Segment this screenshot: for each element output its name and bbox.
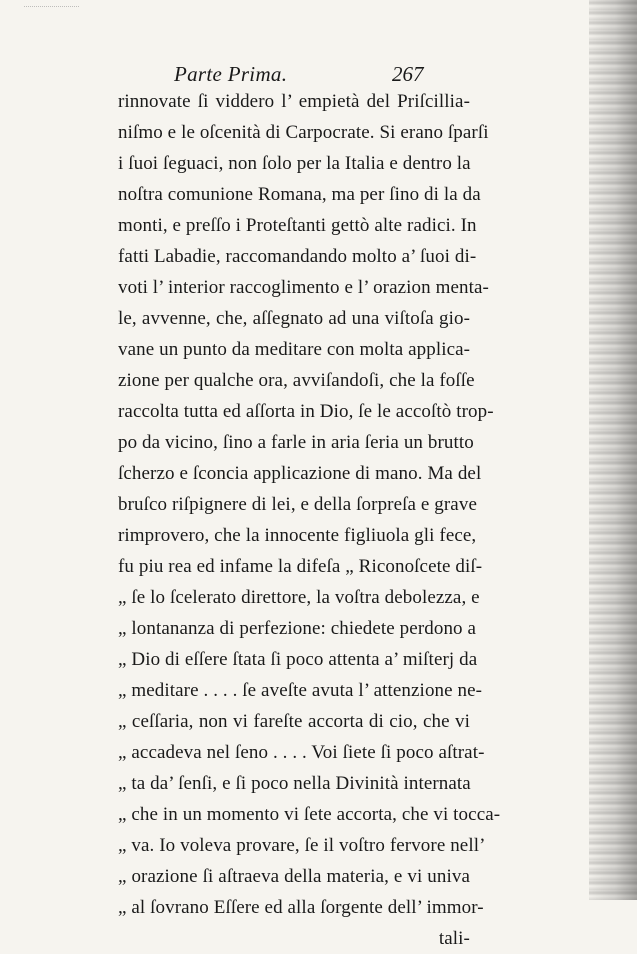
text-line: ſcherzo e ſconcia applicazione di mano. Ma del: [118, 463, 482, 484]
body-text: [118, 86, 501, 954]
text-line: „ va. Io voleva provare, ſe il voſtro fervore nell’: [118, 835, 486, 856]
running-title: Parte Prima.: [174, 62, 288, 86]
text-line: „ al ſovrano Eſſere ed alla ſorgente dell’ immor-: [118, 897, 484, 918]
text-line: „ accadeva nel ſeno . . . . Voi ſiete ſi poco aſtrat-: [118, 742, 485, 763]
text-line: zione per qualche ora, avviſandoſi, che la foſſe: [118, 370, 475, 391]
text-line: vane un punto da meditare con molta applica-: [118, 339, 471, 360]
text-line: le, avvenne, che, aſſegnato ad una viſtoſa gio-: [118, 308, 470, 329]
text-line: rinnovate ſi viddero l’ empietà del Priſcillia-: [118, 91, 470, 112]
text-line: „ ceſſaria, non vi fareſte accorta di cio, che vi: [118, 711, 470, 732]
text-line: „ orazione ſi aſtraeva della materia, e vi univa: [118, 866, 470, 887]
page-edge-shadow: [589, 0, 637, 900]
text-line: bruſco riſpignere di lei, e della ſorpreſa e grave: [118, 494, 477, 515]
text-line: fu piu rea ed infame la difeſa „ Riconoſcete diſ-: [118, 556, 483, 577]
text-line: „ Dio di eſſere ſtata ſi poco attenta a’ miſterj da: [118, 649, 478, 670]
text-line: rimprovero, che la innocente figliuola gli fece,: [118, 525, 477, 546]
text-line: „ lontananza di perfezione: chiedete perdono a: [118, 618, 477, 639]
text-line: raccolta tutta ed aſſorta in Dio, ſe le accoſtò trop-: [118, 401, 494, 422]
text-line: niſmo e le oſcenità di Carpocrate. Si erano ſparſi: [118, 122, 489, 143]
text-line: fatti Labadie, raccomandando molto a’ ſuoi di-: [118, 246, 477, 267]
text-line: „ ta da’ ſenſi, e ſi poco nella Divinità internata: [118, 773, 471, 794]
text-line: voti l’ interior raccoglimento e l’ orazion menta-: [118, 277, 489, 298]
text-line: i ſuoi ſeguaci, non ſolo per la Italia e dentro la: [118, 153, 471, 174]
text-line: monti, e preſſo i Proteſtanti gettò alte radici. In: [118, 215, 477, 236]
text-line: „ meditare . . . . ſe aveſte avuta l’ attenzione ne-: [118, 680, 483, 701]
page-number: 267: [392, 62, 424, 86]
text-line: po da vicino, ſino a farle in aria ſeria un brutto: [118, 432, 474, 453]
catchword: tali-: [438, 928, 470, 949]
text-line: „ ſe lo ſcelerato direttore, la voſtra debolezza, e: [118, 587, 480, 608]
text-line: noſtra comunione Romana, ma per ſino di la da: [118, 184, 481, 205]
text-line: „ che in un momento vi ſete accorta, che vi tocca-: [118, 804, 501, 825]
spine-mark: [24, 6, 79, 17]
